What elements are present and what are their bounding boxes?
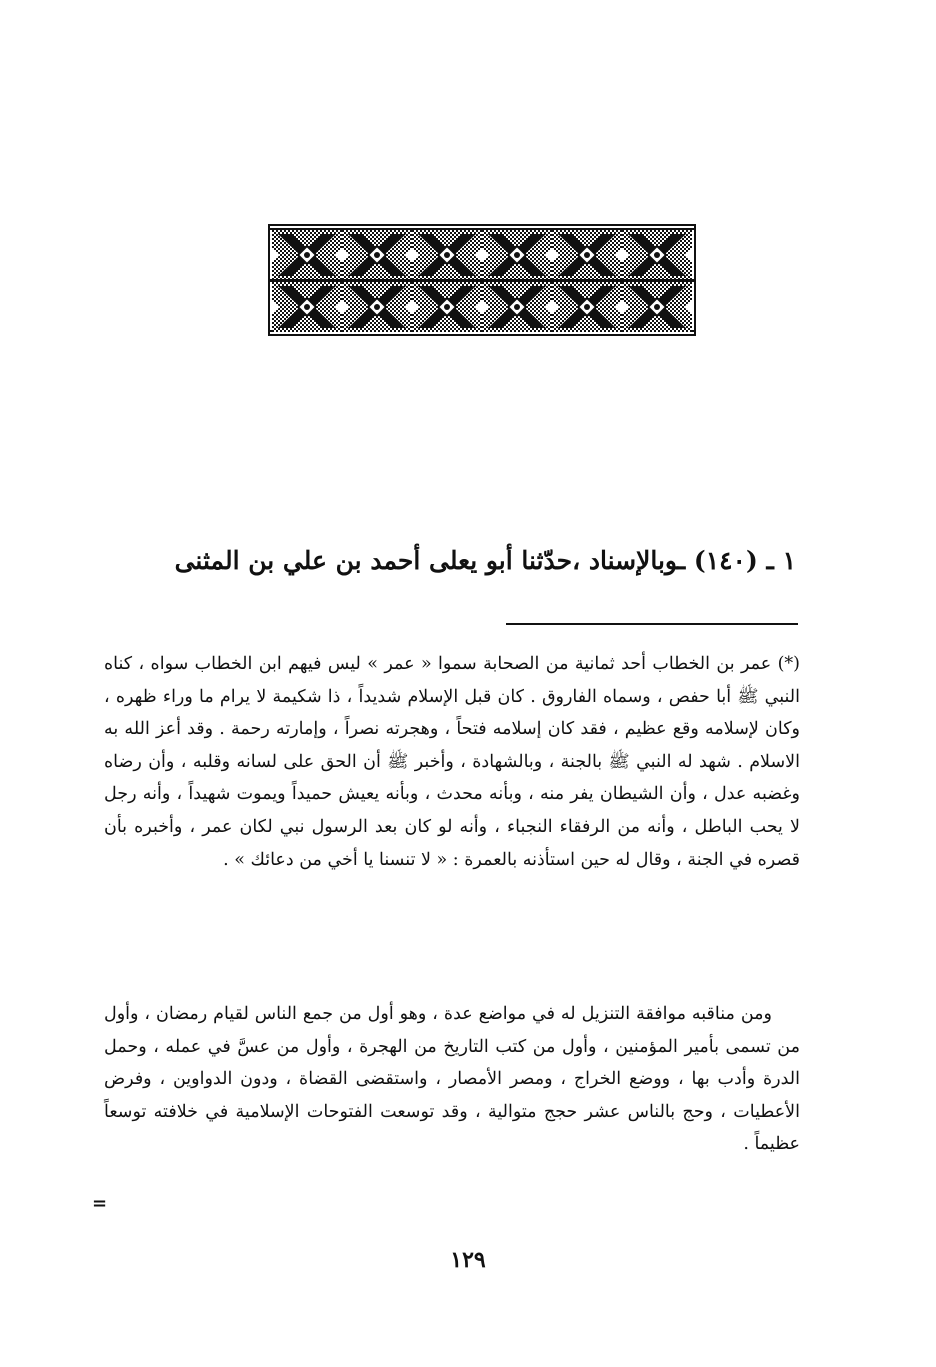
page-number: ١٢٩ [450,1247,486,1273]
ornament-band-icon [268,224,696,336]
footnote-paragraph-2 [104,998,800,1161]
continuation-mark: = [92,1193,108,1214]
footnote-text: (*) عمر بن الخطاب أحد ثمانية من الصحابة سموا « عمر » ليس فيهم ابن الخطاب سواه ، كناه النبي ﷺ أبا حفص ، وسماه الفاروق . كان قبل الإسلام شديداً ، ذا شكيمة لا يرام ما وراء ظهره ، وكان لإسلامه وقع عظيم ، فقد كان إسلامه فتحاً ، وهجرته نصراً ، وإمارته رحمة . وقد أعز الله به الاسلام . شهد له النبي ﷺ بالجنة ، وبالشهادة ، وأخبر ﷺ أن الحق على لسانه وقلبه ، وأن رضاه وغضبه عدل ، وأن الشيطان يفر منه ، وبأنه محدث ، وبأنه يعيش حميداً ويموت شهيداً ، وأنه رجل لا يحب الباطل ، وأنه من الرفقاء النجباء ، وأنه لو كان بعد الرسول نبي لكان عمر ، وأخبره بأن قصره في الجنة ، وقال له حين استأذنه بالعمرة : « لا تنسنا يا أخي من دعائك » . [104,654,800,870]
hadith-heading: ١ ـ (١٤٠) ـوبالإسناد ،حدّثنا أبو يعلى أحمد بن علي بن المثنى [174,546,796,575]
footnote-text: ومن مناقبه موافقة التنزيل له في مواضع عدة ، وهو أول من جمع الناس لقيام رمضان ، وأول من تسمى بأمير المؤمنين ، وأول من كتب التاريخ من الهجرة ، وأول من عسَّ في عمله ، وحمل الدرة وأدب بها ، ووضع الخراج ، ومصر الأمصار ، واستقضى القضاة ، ودون الدواوين ، وفرض الأعطيات ، وحج بالناس عشر حجج متوالية ، وقد توسعت الفتوحات الإسلامية في خلافته توسعاً عظيماً . [104,1004,800,1155]
footnote-paragraph-1 [104,648,800,876]
footnote-separator [506,623,798,625]
